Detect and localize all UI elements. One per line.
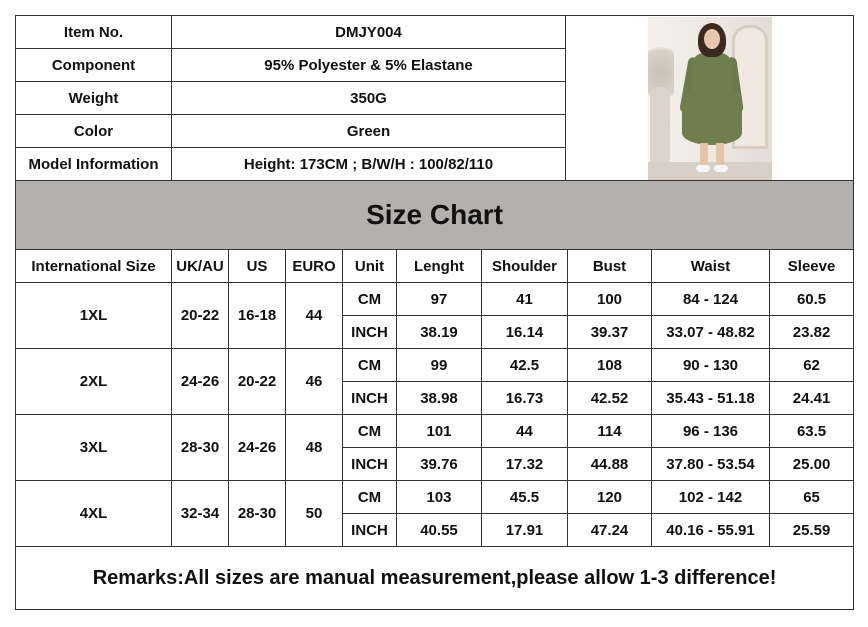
column-header: EURO [286,250,343,283]
unit-cell: CM [343,349,397,382]
info-label: Item No. [16,16,172,49]
euro-cell: 48 [286,415,343,481]
column-header: Shoulder [482,250,568,283]
uk-au-cell: 32-34 [172,481,229,547]
length-cell: 97 [397,283,482,316]
info-value: DMJY004 [172,16,566,49]
shoulder-cell: 16.14 [482,316,568,349]
size-cell: 1XL [16,283,172,349]
waist-cell: 40.16 - 55.91 [652,514,770,547]
shoulder-cell: 44 [482,415,568,448]
column-header: Waist [652,250,770,283]
waist-cell: 96 - 136 [652,415,770,448]
info-label: Weight [16,82,172,115]
waist-cell: 37.80 - 53.54 [652,448,770,481]
length-cell: 40.55 [397,514,482,547]
bust-cell: 39.37 [568,316,652,349]
us-cell: 16-18 [229,283,286,349]
unit-cell: CM [343,415,397,448]
size-chart-title: Size Chart [16,181,854,250]
waist-cell: 35.43 - 51.18 [652,382,770,415]
remarks: Remarks:All sizes are manual measurement,please allow 1-3 difference! [16,547,854,610]
length-cell: 39.76 [397,448,482,481]
unit-cell: CM [343,283,397,316]
info-value: 350G [172,82,566,115]
shoulder-cell: 41 [482,283,568,316]
shoulder-cell: 17.91 [482,514,568,547]
column-header: International Size [16,250,172,283]
length-cell: 103 [397,481,482,514]
unit-cell: INCH [343,316,397,349]
info-label: Model Information [16,148,172,181]
column-header: Lenght [397,250,482,283]
model-photo-cell [566,16,854,181]
length-cell: 101 [397,415,482,448]
sleeve-cell: 25.59 [770,514,854,547]
bust-cell: 108 [568,349,652,382]
size-cell: 4XL [16,481,172,547]
column-header: UK/AU [172,250,229,283]
info-value: Height: 173CM ; B/W/H : 100/82/110 [172,148,566,181]
sleeve-cell: 23.82 [770,316,854,349]
uk-au-cell: 28-30 [172,415,229,481]
table-row [16,283,854,316]
size-chart-table [15,180,854,610]
bust-cell: 114 [568,415,652,448]
length-cell: 38.19 [397,316,482,349]
info-label: Color [16,115,172,148]
unit-cell: INCH [343,514,397,547]
us-cell: 28-30 [229,481,286,547]
shoulder-cell: 17.32 [482,448,568,481]
waist-cell: 33.07 - 48.82 [652,316,770,349]
euro-cell: 50 [286,481,343,547]
waist-cell: 90 - 130 [652,349,770,382]
euro-cell: 44 [286,283,343,349]
size-cell: 2XL [16,349,172,415]
info-value: Green [172,115,566,148]
unit-cell: CM [343,481,397,514]
length-cell: 38.98 [397,382,482,415]
header-row [16,250,854,283]
info-row [16,16,854,49]
unit-cell: INCH [343,382,397,415]
sleeve-cell: 65 [770,481,854,514]
waist-cell: 102 - 142 [652,481,770,514]
sleeve-cell: 60.5 [770,283,854,316]
column-header: US [229,250,286,283]
model-photo [648,17,772,180]
sleeve-cell: 25.00 [770,448,854,481]
bust-cell: 100 [568,283,652,316]
table-row [16,481,854,514]
bust-cell: 44.88 [568,448,652,481]
us-cell: 20-22 [229,349,286,415]
unit-cell: INCH [343,448,397,481]
waist-cell: 84 - 124 [652,283,770,316]
column-header: Unit [343,250,397,283]
shoulder-cell: 45.5 [482,481,568,514]
column-header: Sleeve [770,250,854,283]
uk-au-cell: 20-22 [172,283,229,349]
shoulder-cell: 42.5 [482,349,568,382]
us-cell: 24-26 [229,415,286,481]
table-row [16,415,854,448]
sleeve-cell: 24.41 [770,382,854,415]
column-header: Bust [568,250,652,283]
info-value: 95% Polyester & 5% Elastane [172,49,566,82]
size-cell: 3XL [16,415,172,481]
length-cell: 99 [397,349,482,382]
sleeve-cell: 62 [770,349,854,382]
table-row [16,349,854,382]
product-info-table [15,15,854,181]
info-label: Component [16,49,172,82]
euro-cell: 46 [286,349,343,415]
bust-cell: 47.24 [568,514,652,547]
sleeve-cell: 63.5 [770,415,854,448]
bust-cell: 120 [568,481,652,514]
uk-au-cell: 24-26 [172,349,229,415]
shoulder-cell: 16.73 [482,382,568,415]
bust-cell: 42.52 [568,382,652,415]
